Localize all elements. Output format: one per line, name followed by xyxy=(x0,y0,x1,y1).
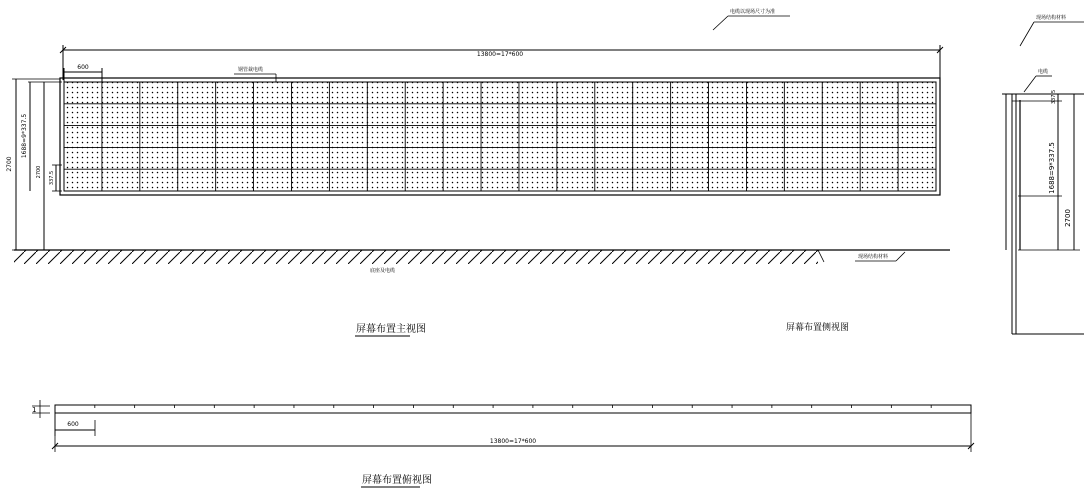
top-total-dimension-label: 13800=17*600 xyxy=(489,438,537,445)
top-cell-dimension xyxy=(55,413,95,436)
front-left-module-height: 1688=9*337.5 xyxy=(21,113,28,159)
side-cable-note xyxy=(1024,68,1052,92)
front-ground xyxy=(14,250,950,274)
front-floor-note: 底座及电缆 xyxy=(370,268,396,274)
front-cable-note xyxy=(234,66,276,82)
front-top-right-note-label: 电缆以现场尺寸为准 xyxy=(730,9,776,15)
top-view xyxy=(32,400,974,487)
side-top-note xyxy=(1020,14,1084,46)
side-caption-label: 屏幕布置侧视图 xyxy=(786,323,850,333)
front-left-small-height: 337.5 xyxy=(49,170,55,186)
front-top-dimension xyxy=(60,45,943,80)
top-left-mark: 1 xyxy=(32,406,37,414)
side-module-height: 1688=9*337.5 xyxy=(1048,142,1056,194)
front-cell-dimension xyxy=(64,64,102,82)
top-cell-dimension-label: 600 xyxy=(67,421,79,428)
front-caption-label: 屏幕布置主视图 xyxy=(356,324,426,335)
front-cell-dimension-label: 600 xyxy=(77,64,89,71)
front-cable-note-label: 钢管裁电缆 xyxy=(238,67,264,73)
top-caption xyxy=(361,473,432,487)
side-small-height: 337.5 xyxy=(1051,89,1057,105)
side-dimensions xyxy=(1048,90,1074,250)
top-caption-label: 屏幕布置俯视图 xyxy=(362,475,432,486)
front-view xyxy=(6,8,950,336)
side-top-note-label: 现场结构材料 xyxy=(1036,15,1067,21)
front-caption xyxy=(355,322,426,336)
front-left-inner-height: 2700 xyxy=(36,165,42,179)
front-screen xyxy=(60,78,940,195)
front-left-dimensions xyxy=(6,79,62,250)
side-cable-note-label: 电缆 xyxy=(1038,69,1049,75)
front-ground-note: 现场结构材料 xyxy=(858,254,889,260)
front-top-dimension-label: 13800=17*600 xyxy=(476,51,524,58)
side-total-height: 2700 xyxy=(1064,209,1072,227)
front-left-total-height: 2700 xyxy=(6,156,13,172)
top-total-dimension xyxy=(52,413,974,452)
front-top-right-note xyxy=(713,8,790,30)
